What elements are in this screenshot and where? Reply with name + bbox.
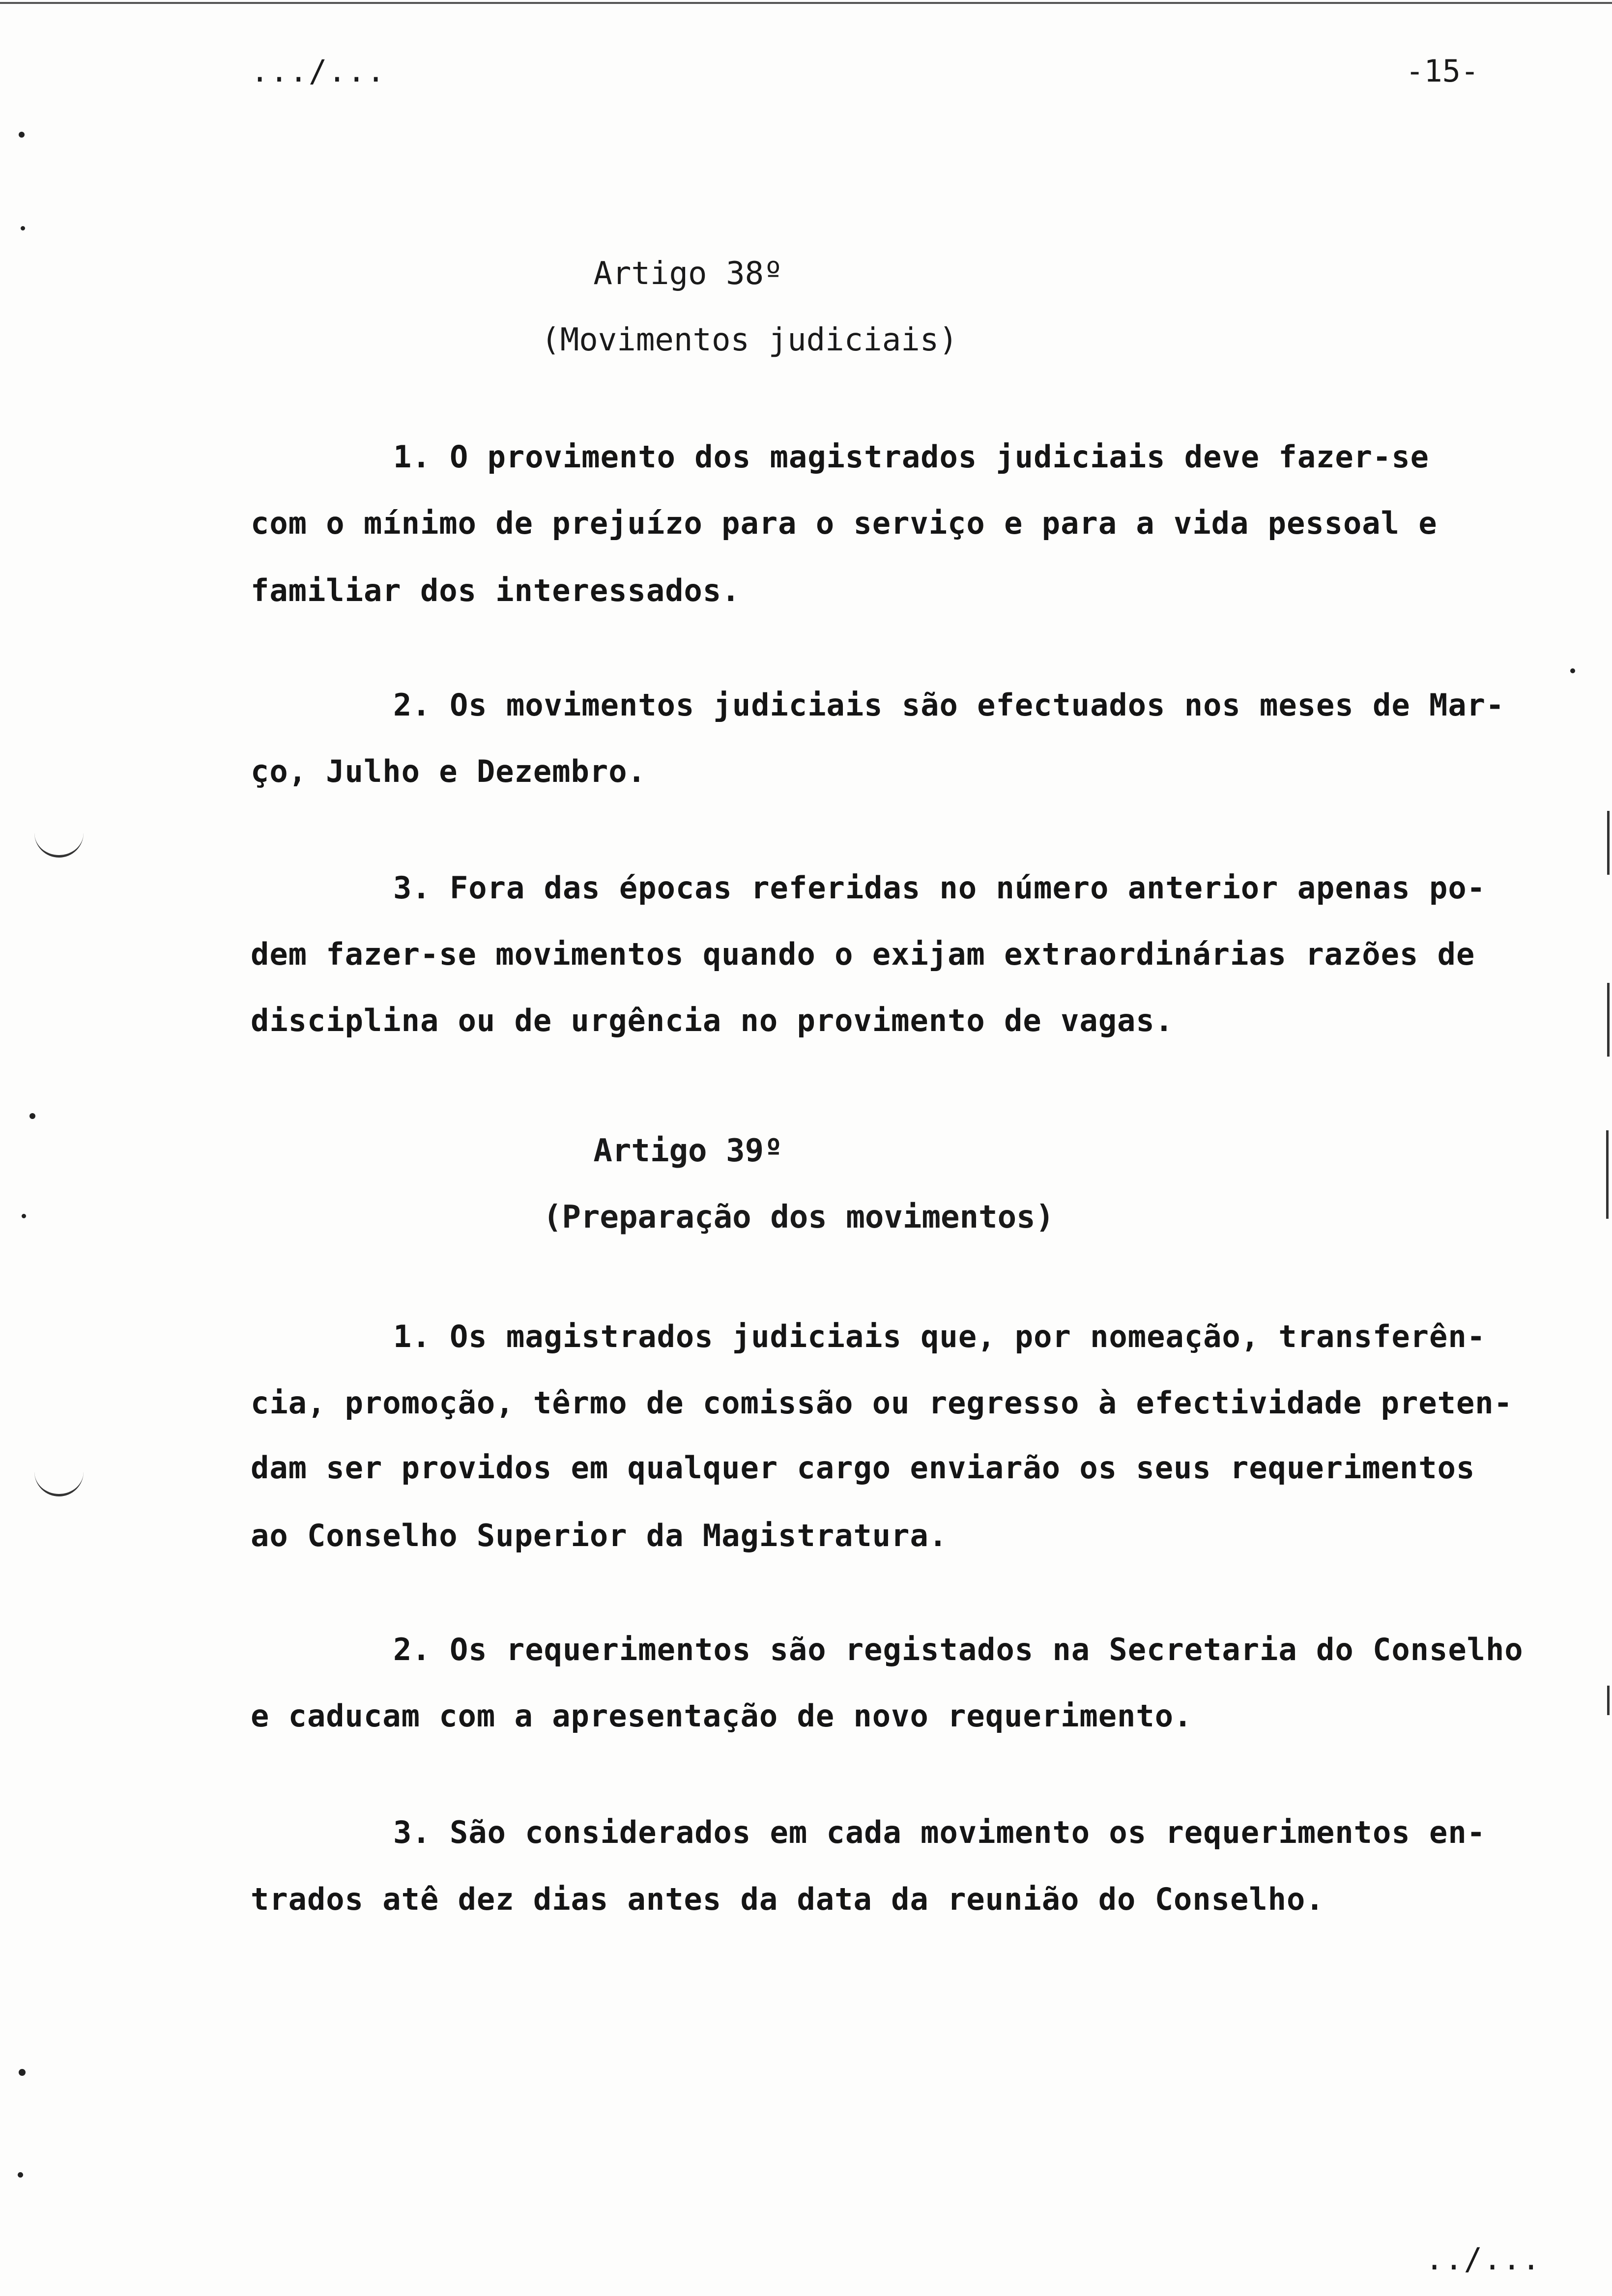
article-39-paragraph-1-line: dam ser providos em qualquer cargo enviarão os seus requerimentos bbox=[251, 1450, 1475, 1486]
scan-speck bbox=[19, 2069, 26, 2076]
article-38-paragraph-1-line: 1. O provimento dos magistrados judiciais deve fazer-se bbox=[393, 439, 1429, 475]
article-38-title: Artigo 38º bbox=[593, 256, 783, 292]
continuation-marker-top: .../... bbox=[251, 53, 386, 89]
scan-speck bbox=[1570, 668, 1575, 673]
scan-edge-mark bbox=[1607, 983, 1610, 1057]
scan-speck bbox=[21, 226, 25, 230]
article-39-paragraph-1-line: cia, promoção, têrmo de comissão ou regresso à efectividade preten- bbox=[251, 1385, 1513, 1421]
scan-edge-mark bbox=[1607, 811, 1610, 875]
article-38-paragraph-2-line: ço, Julho e Dezembro. bbox=[251, 753, 646, 789]
article-38-subtitle: (Movimentos judiciais) bbox=[541, 322, 958, 358]
article-38-paragraph-1-line: com o mínimo de prejuízo para o serviço e para a vida pessoal e bbox=[251, 505, 1438, 541]
article-38-paragraph-3-line: dem fazer-se movimentos quando o exijam extraordinárias razões de bbox=[251, 936, 1475, 972]
scan-edge-mark bbox=[1606, 1130, 1609, 1219]
article-39-paragraph-1-line: ao Conselho Superior da Magistratura. bbox=[251, 1518, 948, 1553]
article-38-paragraph-1-line: familiar dos interessados. bbox=[251, 573, 741, 608]
page-number: -15- bbox=[1406, 53, 1479, 89]
article-39-paragraph-3-line: trados atê dez dias antes da data da reunião do Conselho. bbox=[251, 1881, 1324, 1917]
scan-speck bbox=[18, 2172, 23, 2178]
scan-edge-mark bbox=[1607, 1686, 1610, 1715]
article-38-paragraph-3-line: disciplina ou de urgência no provimento de vagas. bbox=[251, 1003, 1174, 1038]
continuation-marker-bottom: ../... bbox=[1425, 2241, 1541, 2277]
article-39-paragraph-1-line: 1. Os magistrados judiciais que, por nomeação, transferên- bbox=[393, 1319, 1486, 1354]
article-39-title: Artigo 39º bbox=[593, 1133, 783, 1169]
scan-speck bbox=[22, 1214, 26, 1218]
scan-speck bbox=[19, 132, 25, 138]
article-38-paragraph-3-line: 3. Fora das épocas referidas no número anterior apenas po- bbox=[393, 870, 1486, 906]
top-border-line bbox=[0, 2, 1612, 4]
scan-speck bbox=[29, 1113, 35, 1119]
punch-hole-shadow bbox=[34, 831, 84, 858]
article-39-paragraph-2-line: 2. Os requerimentos são registados na Secretaria do Conselho bbox=[393, 1632, 1524, 1667]
article-39-paragraph-2-line: e caducam com a apresentação de novo requerimento. bbox=[251, 1698, 1193, 1734]
article-39-paragraph-3-line: 3. São considerados em cada movimento os requerimentos en- bbox=[393, 1814, 1486, 1850]
punch-hole-shadow bbox=[34, 1469, 84, 1496]
article-38-paragraph-2-line: 2. Os movimentos judiciais são efectuados nos meses de Mar- bbox=[393, 687, 1505, 723]
article-39-subtitle: (Preparação dos movimentos) bbox=[543, 1199, 1055, 1235]
